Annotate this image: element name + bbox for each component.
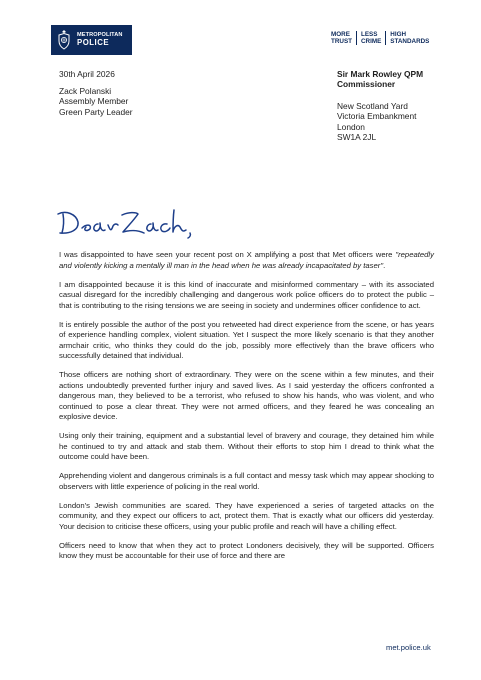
letter-body <box>59 250 434 570</box>
value-more-trust <box>331 31 356 45</box>
sender-address-line: London <box>337 121 365 132</box>
sender-address-line: New Scotland Yard <box>337 100 408 111</box>
met-crest-icon <box>55 29 73 51</box>
paragraph: I am disappointed because it is this kind of inaccurate and misinformed commentary – with its associated casual disregard for the incredibly challenging and dangerous work police officers do to protect the public – that is contributing to the rising tensions we are seeing in society and undermines officer confidence to act. <box>59 279 434 310</box>
paragraph-tail: . <box>383 260 386 270</box>
quoted-post: "repeatedly and violently kicking a mentally ill man in the head when he was already incapacitated by taser" <box>59 250 434 270</box>
value-high-standards <box>385 31 433 45</box>
recipient-party: Green Party Leader <box>59 106 133 117</box>
paragraph: Those officers are nothing short of extraordinary. They were on the scene within a few minutes, and their actions undoubtedly prevented further injury and saved lives. As I said yesterday the officers confronted a dangerous man, they believed to be a terrorist, who refused to show his hands, who was violent, and who continued to pose a clear threat. They were not armed officers, and they feared he was concealing an explosive device. <box>59 370 434 421</box>
values-strapline <box>331 31 433 45</box>
paragraph-lead: I was disappointed to have seen your recent post on X amplifying a post that Met officers were <box>59 250 396 259</box>
value-less-crime <box>356 31 385 45</box>
sender-name: Sir Mark Rowley QPM <box>337 69 424 79</box>
paragraph: Officers need to know that when they act to protect Londoners decisively, they will be supported. Officers know they must be accountable for their use of force and there are <box>59 540 434 560</box>
logo-line-1: METROPOLITAN <box>77 31 123 38</box>
sender-address-line: SW1A 2JL <box>337 132 377 143</box>
paragraph: Using only their training, equipment and a substantial level of bravery and courage, they detained him while he continued to try and attack and stab them. Without their efforts to stop him I dread to think what the outcome could have been. <box>59 431 434 461</box>
value-top: HIGH <box>390 31 407 38</box>
letter-date: 30th April 2026 <box>59 69 115 79</box>
paragraph: Apprehending violent and dangerous criminals is a full contact and messy task which may appear shocking to observers with little experience of policing in the real world. <box>59 471 434 491</box>
value-top: MORE <box>331 31 350 38</box>
sender-address-line: Victoria Embankment <box>337 111 417 122</box>
handwritten-salutation-graphic <box>52 206 202 240</box>
sender-block <box>337 69 423 143</box>
paragraph <box>59 250 434 271</box>
recipient-name: Zack Polanski <box>59 86 112 96</box>
value-bottom: CRIME <box>361 38 382 46</box>
value-top: LESS <box>361 31 378 38</box>
handwritten-salutation <box>52 206 202 245</box>
value-bottom: TRUST <box>331 38 352 46</box>
sender-title: Commissioner <box>337 79 396 90</box>
footer-website: met.police.uk <box>386 643 431 652</box>
paragraph: London's Jewish communities are scared. They have experienced a series of targeted attacks on the community, and they expect our officers to act, protect them. That is exactly what our officers did yesterday. Your decision to criticise these officers, using your public profile and reach will have a chilling effect. <box>59 500 434 531</box>
met-police-logo <box>51 25 132 55</box>
recipient-role: Assembly Member <box>59 96 129 107</box>
paragraph: It is entirely possible the author of the post you retweeted had direct experience from the scene, or has years of experience handling complex, violent situation. Yet I suspect the more likely scenario is that they another armchair critic, who thinks they could do the job, possibly more effectively than the brave officers who successfully detained that individual. <box>59 319 434 360</box>
logo-line-2: POLICE <box>77 37 110 47</box>
value-bottom: STANDARDS <box>390 38 430 46</box>
recipient-block <box>59 86 133 117</box>
